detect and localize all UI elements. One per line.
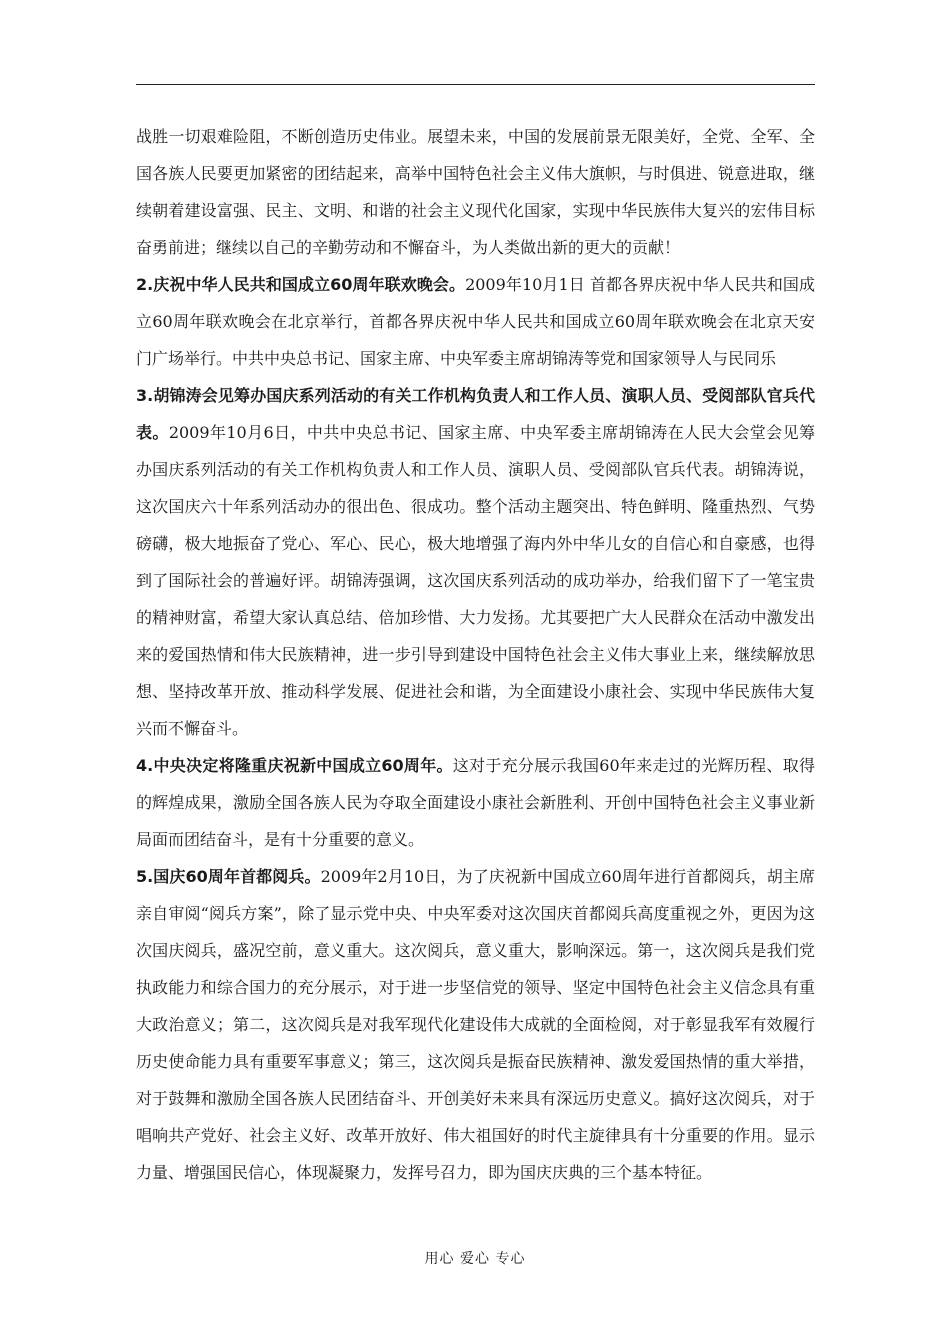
paragraph-text: 战胜一切艰难险阻，不断创造历史伟业。展望未来，中国的发展前景无限美好，全党、全军、全国各族人民要更加紧密的团结起来，高举中国特色社会主义伟大旗帜，与时俱进、锐意进取，继续朝着建设富强、民主、文明、和谐的社会主义现代化国家，实现中华民族伟大复兴的宏伟目标奋勇前进；继续以自己的辛勤劳动和不懈奋斗，为人类做出新的更大的贡献！ xyxy=(136,127,815,257)
paragraph-text: 2009年10月1日 首都各界庆祝中华人民共和国成立60周年联欢晚会在北京举行，首都各界庆祝中华人民共和国成立60周年联欢晚会在北京天安门广场举行。中共中央总书记、国家主席、中央军委主席胡锦涛等党和国家领导人与民同乐 xyxy=(136,275,815,368)
paragraph-5 xyxy=(136,858,815,1191)
page-footer: 用心 爱心 专心 xyxy=(424,1251,526,1267)
paragraph-3 xyxy=(136,377,815,747)
paragraph-text: 2009年10月6日，中共中央总书记、国家主席、中央军委主席胡锦涛在人民大会堂会见筹办国庆系列活动的有关工作机构负责人和工作人员、演职人员、受阅部队官兵代表。胡锦涛说，这次国庆六十年系列活动办的很出色、很成功。整个活动主题突出、特色鲜明、隆重热烈、气势磅礴，极大地振奋了党心、军心、民心，极大地增强了海内外中华儿女的自信心和自豪感，也得到了国际社会的普遍好评。胡锦涛强调，这次国庆系列活动的成功举办，给我们留下了一笔宝贵的精神财富，希望大家认真总结、倍加珍惜、大力发扬。尤其要把广大人民群众在活动中激发出来的爱国热情和伟大民族精神，进一步引导到建设中国特色社会主义伟大事业上来，继续解放思想、坚持改革开放、推动科学发展、促进社会和谐，为全面建设小康社会、实现中华民族伟大复兴而不懈奋斗。 xyxy=(136,423,815,738)
document-body xyxy=(136,118,815,1191)
paragraph-heading: 5.国庆60周年首都阅兵。 xyxy=(136,867,321,886)
header-rule xyxy=(136,84,815,85)
paragraph-1 xyxy=(136,118,815,266)
paragraph-heading: 2.庆祝中华人民共和国成立60周年联欢晚会。 xyxy=(136,275,466,294)
paragraph-2 xyxy=(136,266,815,377)
paragraph-heading: 4.中央决定将隆重庆祝新中国成立60周年。 xyxy=(136,756,453,775)
paragraph-text: 这对于充分展示我国60年来走过的光辉历程、取得的辉煌成果，激励全国各族人民为夺取全面建设小康社会新胜利、开创中国特色社会主义事业新局面而团结奋斗，是有十分重要的意义。 xyxy=(136,756,815,849)
paragraph-text: 2009年2月10日，为了庆祝新中国成立60周年进行首都阅兵，胡主席亲自审阅“阅兵方案”，除了显示党中央、中央军委对这次国庆首都阅兵高度重视之外，更因为这次国庆阅兵，盛况空前，意义重大。这次阅兵，意义重大，影响深远。第一，这次阅兵是我们党执政能力和综合国力的充分展示，对于进一步坚信党的领导、坚定中国特色社会主义信念具有重大政治意义；第二，这次阅兵是对我军现代化建设伟大成就的全面检阅，对于彰显我军有效履行历史使命能力具有重要军事意义；第三，这次阅兵是振奋民族精神、激发爱国热情的重大举措，对于鼓舞和激励全国各族人民团结奋斗、开创美好未来具有深远历史意义。搞好这次阅兵，对于唱响共产党好、社会主义好、改革开放好、伟大祖国好的时代主旋律具有十分重要的作用。显示力量、增强国民信心，体现凝聚力，发挥号召力，即为国庆庆典的三个基本特征。 xyxy=(136,867,815,1182)
paragraph-heading: 3.胡锦涛会见筹办国庆系列活动的有关工作机构负责人和工作人员、演职人员、受阅部队官兵代表。 xyxy=(136,386,815,442)
paragraph-4 xyxy=(136,747,815,858)
